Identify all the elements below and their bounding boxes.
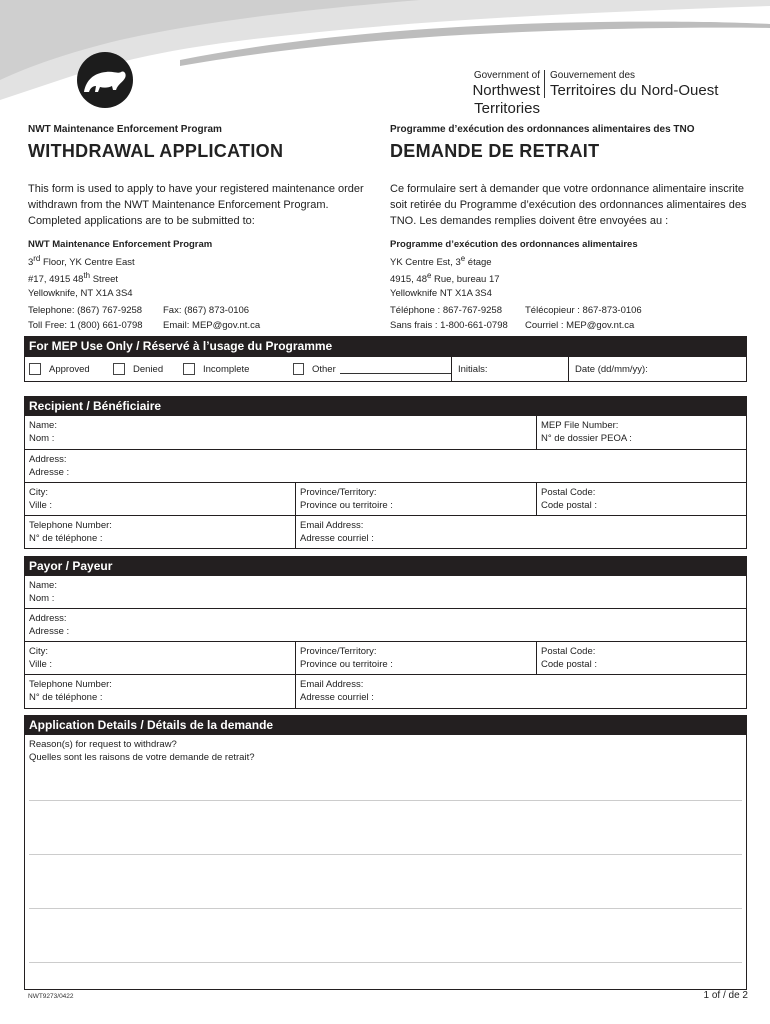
details-section [24, 715, 747, 990]
payor-name-field[interactable]: Name: Nom : [29, 580, 57, 604]
mailing-address-fr [390, 238, 750, 333]
address-floor-en: 3rd Floor, YK Centre East [28, 253, 135, 268]
gov-en-small: Government of [473, 70, 540, 81]
writing-line [29, 962, 742, 963]
tollfree-fr: Sans frais : 1-800-661-0798 [390, 320, 508, 332]
address-line2-fr: 4915, 48e Rue, bureau 17 [390, 271, 500, 286]
recipient-section [24, 396, 747, 549]
address-street-en: #17, 4915 48th Street [28, 271, 119, 286]
reason-label-en: Reason(s) for request to withdraw? [29, 739, 177, 750]
email-en[interactable]: Email: MEP@gov.nt.ca [163, 320, 261, 332]
page-number: 1 of / de 2 [703, 990, 748, 1001]
address-org-en: NWT Maintenance Enforcement Program [28, 239, 213, 250]
initials-field[interactable]: Initials: [458, 363, 488, 375]
recipient-file-number-field[interactable]: MEP File Number: N° de dossier PEOA : [541, 420, 632, 444]
program-name-fr: Programme d’exécution des ordonnances alimentaires des TNO [390, 124, 695, 135]
intro-text-en: This form is used to apply to have your registered maintenance order withdrawn from the NWT Maintenance Enforcement Program. Completed applications are to be submitted to: [28, 183, 364, 227]
form-code: NWT9273/0422 [28, 993, 74, 1000]
recipient-postal-field[interactable]: Postal Code: Code postal : [541, 487, 597, 511]
gov-en-wordmark [404, 70, 540, 118]
payor-address-field[interactable]: Address: Adresse : [29, 613, 70, 637]
payor-postal-field[interactable]: Postal Code: Code postal : [541, 646, 597, 670]
other-input[interactable] [340, 364, 451, 374]
fax-fr: Télécopieur : 867-873-0106 [525, 305, 642, 317]
address-org-fr: Programme d’exécution des ordonnances alimentaires [390, 239, 638, 250]
denied-label: Denied [133, 363, 164, 375]
payor-section [24, 556, 747, 709]
other-label: Other [311, 363, 336, 375]
payor-province-field[interactable]: Province/Territory: Province ou territoire : [296, 642, 537, 674]
recipient-name-field[interactable]: Name: Nom : [25, 416, 537, 449]
mep-use-section [24, 336, 747, 382]
mailing-address-en [28, 238, 373, 333]
mep-use-heading: For MEP Use Only / Réservé à l’usage du Programme [24, 336, 747, 356]
writing-line [29, 800, 742, 801]
approved-checkbox[interactable] [29, 363, 41, 375]
recipient-heading: Recipient / Bénéficiaire [24, 396, 747, 416]
details-heading: Application Details / Détails de la demande [24, 715, 747, 735]
gov-en-big: Northwest Territories [472, 82, 540, 117]
tollfree-en: Toll Free: 1 (800) 661-0798 [28, 320, 143, 332]
payor-phone-field[interactable]: Telephone Number: N° de téléphone : [25, 675, 296, 708]
nwt-logo [77, 52, 133, 108]
date-field[interactable]: Date (dd/mm/yy): [575, 363, 648, 375]
incomplete-label: Incomplete [203, 363, 250, 375]
gov-fr-big: Territoires du Nord-Ouest [550, 82, 719, 99]
payor-city-field[interactable]: City: Ville : [25, 642, 296, 674]
recipient-province-field[interactable]: Province/Territory: Province ou territoire : [296, 483, 537, 515]
address-city-fr: Yellowknife NT X1A 3S4 [390, 287, 492, 299]
program-name-en: NWT Maintenance Enforcement Program [28, 124, 222, 135]
reason-textarea[interactable] [24, 735, 747, 990]
reason-label-fr: Quelles sont les raisons de votre demande de retrait? [29, 752, 255, 763]
approved-label: Approved [49, 363, 90, 375]
gov-divider [544, 70, 545, 98]
email-fr[interactable]: Courriel : MEP@gov.nt.ca [525, 320, 635, 332]
gov-fr-small: Gouvernement des [550, 70, 636, 81]
phone-en: Telephone: (867) 767-9258 [28, 305, 143, 317]
writing-line [29, 908, 742, 909]
recipient-address-field[interactable]: Address: Adresse : [29, 454, 70, 478]
payor-heading: Payor / Payeur [24, 556, 747, 576]
other-checkbox[interactable] [293, 363, 304, 375]
fax-en: Fax: (867) 873-0106 [163, 305, 250, 317]
payor-email-field[interactable]: Email Address: Adresse courriel : [300, 679, 374, 703]
form-title-fr: DEMANDE DE RETRAIT [390, 141, 600, 161]
form-title-en: WITHDRAWAL APPLICATION [28, 141, 284, 161]
recipient-city-field[interactable]: City: Ville : [25, 483, 296, 515]
denied-checkbox[interactable] [113, 363, 125, 375]
recipient-phone-field[interactable]: Telephone Number: N° de téléphone : [25, 516, 296, 548]
address-line1-fr: YK Centre Est, 3e étage [390, 253, 492, 268]
address-city-en: Yellowknife, NT X1A 3S4 [28, 287, 133, 299]
phone-fr: Téléphone : 867-767-9258 [390, 305, 502, 317]
writing-line [29, 854, 742, 855]
recipient-email-field[interactable]: Email Address: Adresse courriel : [300, 520, 374, 544]
incomplete-checkbox[interactable] [183, 363, 195, 375]
gov-fr-wordmark [550, 70, 750, 100]
intro-text-fr: Ce formulaire sert à demander que votre ordonnance alimentaire inscrite soit retirée du Programme d’exécution des ordonnances alimentaires des TNO. Les demandes remplies doivent être envoyées au : [390, 183, 747, 227]
